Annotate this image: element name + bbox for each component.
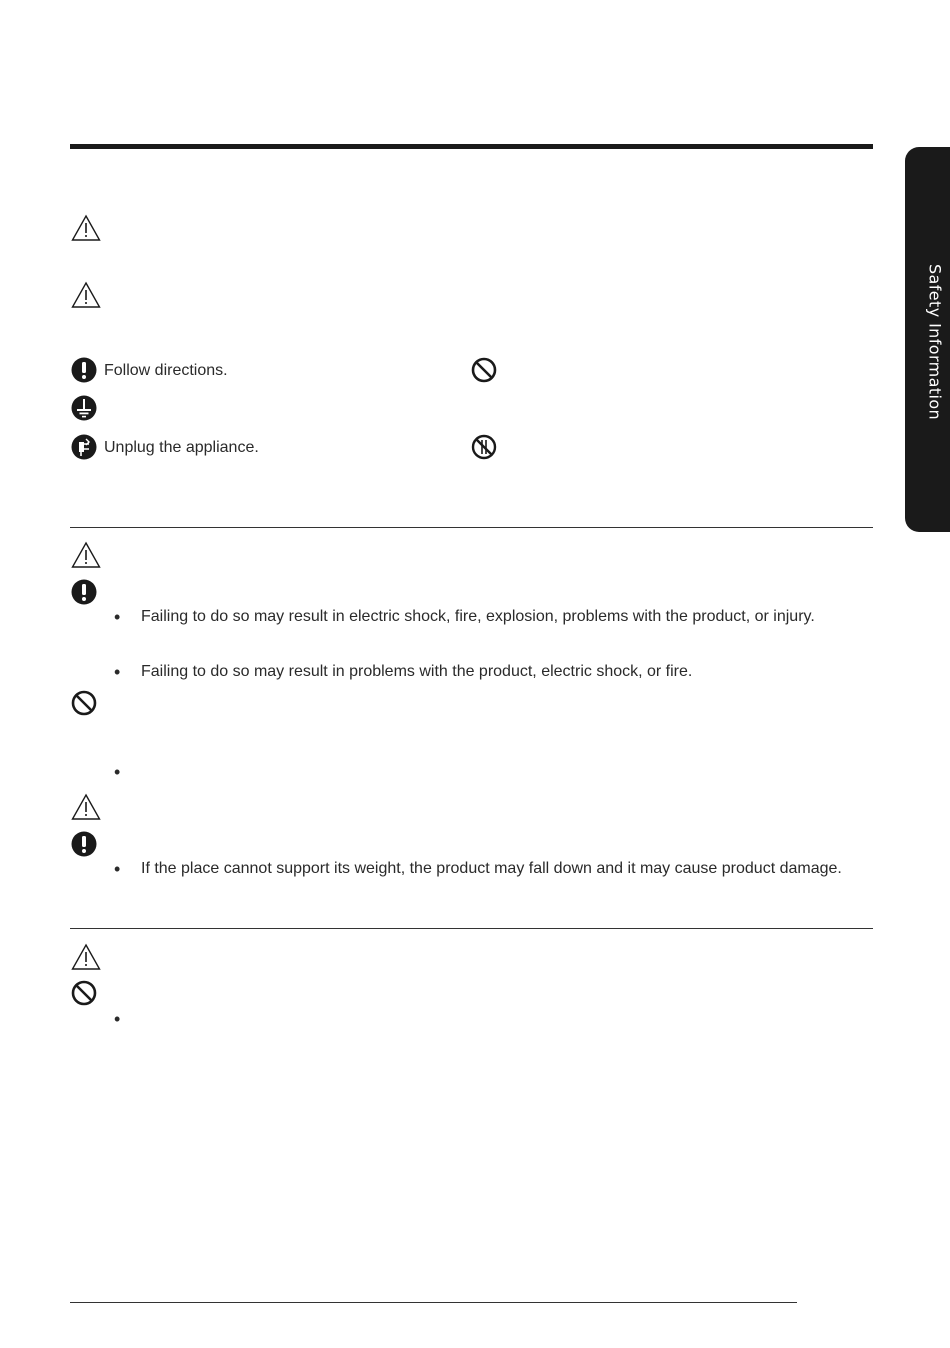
warning-triangle-icon xyxy=(71,541,101,569)
do-not-disassemble-icon xyxy=(471,434,497,460)
prohibition-icon xyxy=(71,980,97,1006)
bullet-icon xyxy=(114,662,141,684)
section-divider xyxy=(70,928,873,929)
exclamation-mandatory-icon xyxy=(71,579,97,605)
bullet-icon xyxy=(114,607,141,629)
list-item xyxy=(114,662,692,684)
prohibition-icon xyxy=(471,357,497,383)
bullet-icon xyxy=(114,762,141,784)
list-item-text: If the place cannot support its weight, the product may fall down and it may cause product damage. xyxy=(141,860,842,877)
footer-rule xyxy=(70,1302,797,1303)
ground-icon xyxy=(71,395,97,421)
list-item xyxy=(114,859,842,881)
list-item xyxy=(114,762,141,784)
section-side-tab xyxy=(905,147,950,532)
side-tab-label: Safety Information xyxy=(925,264,945,421)
unplug-icon xyxy=(71,434,97,460)
prohibition-icon xyxy=(71,690,97,716)
exclamation-mandatory-icon xyxy=(71,357,97,383)
list-item xyxy=(114,1009,141,1031)
legend-unplug-appliance: Unplug the appliance. xyxy=(104,439,259,456)
list-item xyxy=(114,607,815,629)
caution-triangle-icon xyxy=(71,793,101,821)
list-item-text: Failing to do so may result in electric shock, fire, explosion, problems with the product, or injury. xyxy=(141,608,815,625)
bullet-icon xyxy=(114,1009,141,1031)
warning-triangle-icon xyxy=(71,943,101,971)
list-item-text: Failing to do so may result in problems with the product, electric shock, or fire. xyxy=(141,663,693,680)
header-rule xyxy=(70,144,873,149)
legend-follow-directions: Follow directions. xyxy=(104,362,228,379)
bullet-icon xyxy=(114,859,141,881)
exclamation-mandatory-icon xyxy=(71,831,97,857)
caution-triangle-icon xyxy=(71,281,101,309)
warning-triangle-icon xyxy=(71,214,101,242)
section-divider xyxy=(70,527,873,528)
